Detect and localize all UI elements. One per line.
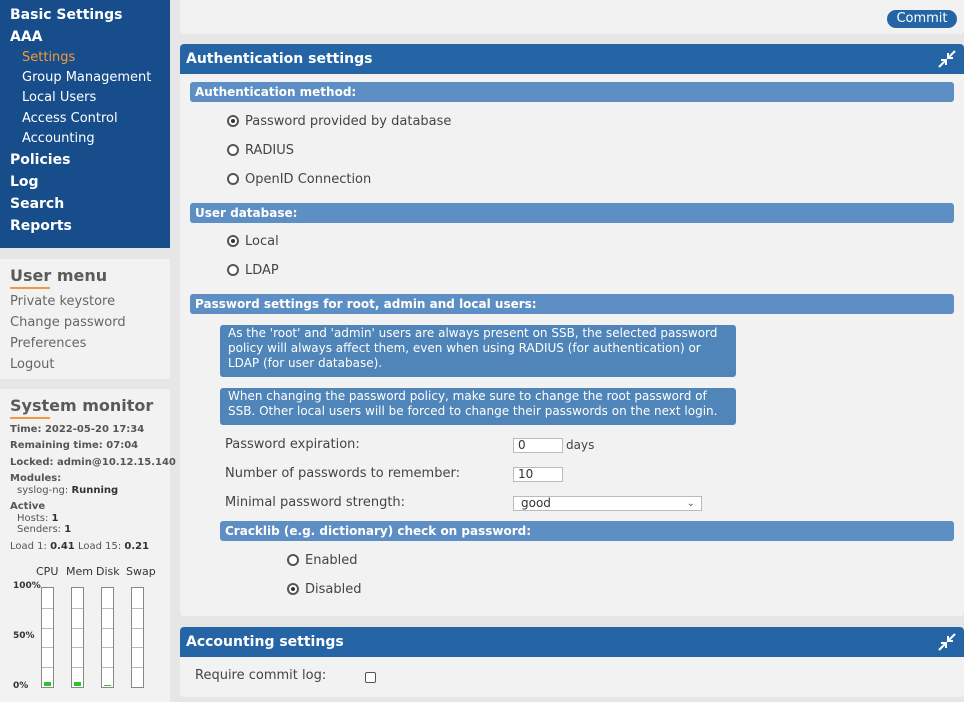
nav-local-users[interactable]: Local Users: [22, 90, 97, 105]
expiration-unit: days: [566, 438, 595, 452]
nav-basic-settings[interactable]: Basic Settings: [10, 7, 123, 23]
radio-cracklib-enabled[interactable]: Enabled: [287, 552, 358, 568]
collapse-icon[interactable]: [938, 50, 956, 68]
accounting-title: Accounting settings: [186, 634, 344, 650]
strength-select[interactable]: good ⌄: [513, 496, 702, 511]
remember-label: Number of passwords to remember:: [225, 466, 460, 481]
gauge-gridline: [102, 667, 113, 668]
password-settings-section: Password settings for root, admin and local users:: [190, 294, 954, 314]
expiration-label: Password expiration:: [225, 437, 360, 452]
nav-access-control[interactable]: Access Control: [22, 111, 118, 126]
radio-cracklib-disabled[interactable]: Disabled: [287, 581, 361, 597]
hosts-count: Hosts: 1: [17, 513, 59, 524]
gauge-gridline: [72, 628, 83, 629]
gauge-gridline: [42, 628, 53, 629]
cpu-gauge: [41, 587, 54, 688]
module-status: syslog-ng: Running: [17, 485, 119, 496]
nav-aaa-settings[interactable]: Settings: [22, 50, 76, 65]
nav-search[interactable]: Search: [10, 196, 65, 212]
mem-gauge-fill: [74, 682, 81, 686]
gauge-gridline: [132, 608, 143, 609]
system-monitor-title: System monitor: [10, 396, 154, 415]
commit-button[interactable]: Commit: [887, 10, 957, 28]
gauge-gridline: [72, 608, 83, 609]
gauge-gridline: [102, 647, 113, 648]
gauge-gridline: [72, 667, 83, 668]
authentication-header: [180, 44, 964, 74]
radio-local[interactable]: Local: [227, 233, 279, 249]
nav-log[interactable]: Log: [10, 174, 39, 190]
collapse-icon[interactable]: [938, 633, 956, 651]
gauge-gridline: [72, 647, 83, 648]
disk-label: Disk: [96, 565, 120, 578]
password-policy-note: As the 'root' and 'admin' users are always present on SSB, the selected password policy will always affect them, even when using RADIUS (for authentication) or LDAP (for user database).: [220, 325, 736, 377]
gauge-gridline: [132, 647, 143, 648]
expiration-input[interactable]: 0: [513, 438, 563, 453]
senders-count: Senders: 1: [17, 524, 72, 535]
authentication-title: Authentication settings: [186, 51, 373, 67]
chevron-down-icon: ⌄: [686, 498, 695, 509]
scale-100: 100%: [13, 581, 41, 591]
logout-link[interactable]: Logout: [10, 357, 55, 372]
nav-policies[interactable]: Policies: [10, 152, 71, 168]
active-label: Active: [10, 501, 46, 512]
root-password-note: When changing the password policy, make sure to change the root password of SSB. Other local users will be forced to change their passwords on the next login.: [220, 388, 736, 425]
gauge-gridline: [42, 667, 53, 668]
private-keystore-link[interactable]: Private keystore: [10, 294, 116, 309]
gauge-gridline: [42, 647, 53, 648]
disk-gauge-fill: [104, 685, 111, 686]
preferences-link[interactable]: Preferences: [10, 336, 87, 351]
swap-gauge: [131, 587, 144, 688]
cpu-label: CPU: [36, 565, 59, 578]
remember-input[interactable]: 10: [513, 467, 563, 482]
disk-gauge: [101, 587, 114, 688]
nav-reports[interactable]: Reports: [10, 218, 72, 234]
gauge-gridline: [102, 608, 113, 609]
change-password-link[interactable]: Change password: [10, 315, 126, 330]
nav-aaa[interactable]: AAA: [10, 29, 43, 45]
time-line: Time: 2022-05-20 17:34: [10, 424, 145, 435]
radio-openid[interactable]: OpenID Connection: [227, 171, 371, 187]
scale-50: 50%: [13, 631, 35, 641]
user-menu-underline: [10, 287, 50, 289]
locked-line: Locked: admin@10.12.15.140: [10, 457, 176, 468]
cracklib-section: Cracklib (e.g. dictionary) check on password:: [220, 521, 954, 541]
user-database-section: User database:: [190, 203, 954, 223]
auth-method-section: Authentication method:: [190, 82, 954, 102]
strength-label: Minimal password strength:: [225, 495, 406, 510]
cpu-gauge-fill: [44, 682, 51, 686]
remaining-time-line: Remaining time: 07:04: [10, 440, 139, 451]
commit-log-label: Require commit log:: [195, 668, 327, 683]
user-menu-title: User menu: [10, 266, 108, 285]
mem-label: Mem: [66, 565, 93, 578]
radio-ldap[interactable]: LDAP: [227, 262, 279, 278]
radio-radius[interactable]: RADIUS: [227, 142, 294, 158]
modules-label: Modules:: [10, 473, 62, 484]
radio-password-database[interactable]: Password provided by database: [227, 113, 451, 129]
scale-0: 0%: [13, 681, 29, 691]
nav-group-management[interactable]: Group Management: [22, 70, 152, 85]
system-monitor-underline: [10, 417, 50, 419]
accounting-header: [180, 627, 964, 657]
commit-log-checkbox[interactable]: [365, 672, 376, 683]
gauge-gridline: [42, 608, 53, 609]
mem-gauge: [71, 587, 84, 688]
gauge-gridline: [102, 628, 113, 629]
commit-bar: [180, 0, 964, 34]
swap-label: Swap: [126, 565, 156, 578]
nav-accounting[interactable]: Accounting: [22, 131, 95, 146]
gauge-gridline: [132, 628, 143, 629]
gauge-gridline: [132, 667, 143, 668]
load-average: Load 1: 0.41 Load 15: 0.21: [10, 541, 150, 552]
